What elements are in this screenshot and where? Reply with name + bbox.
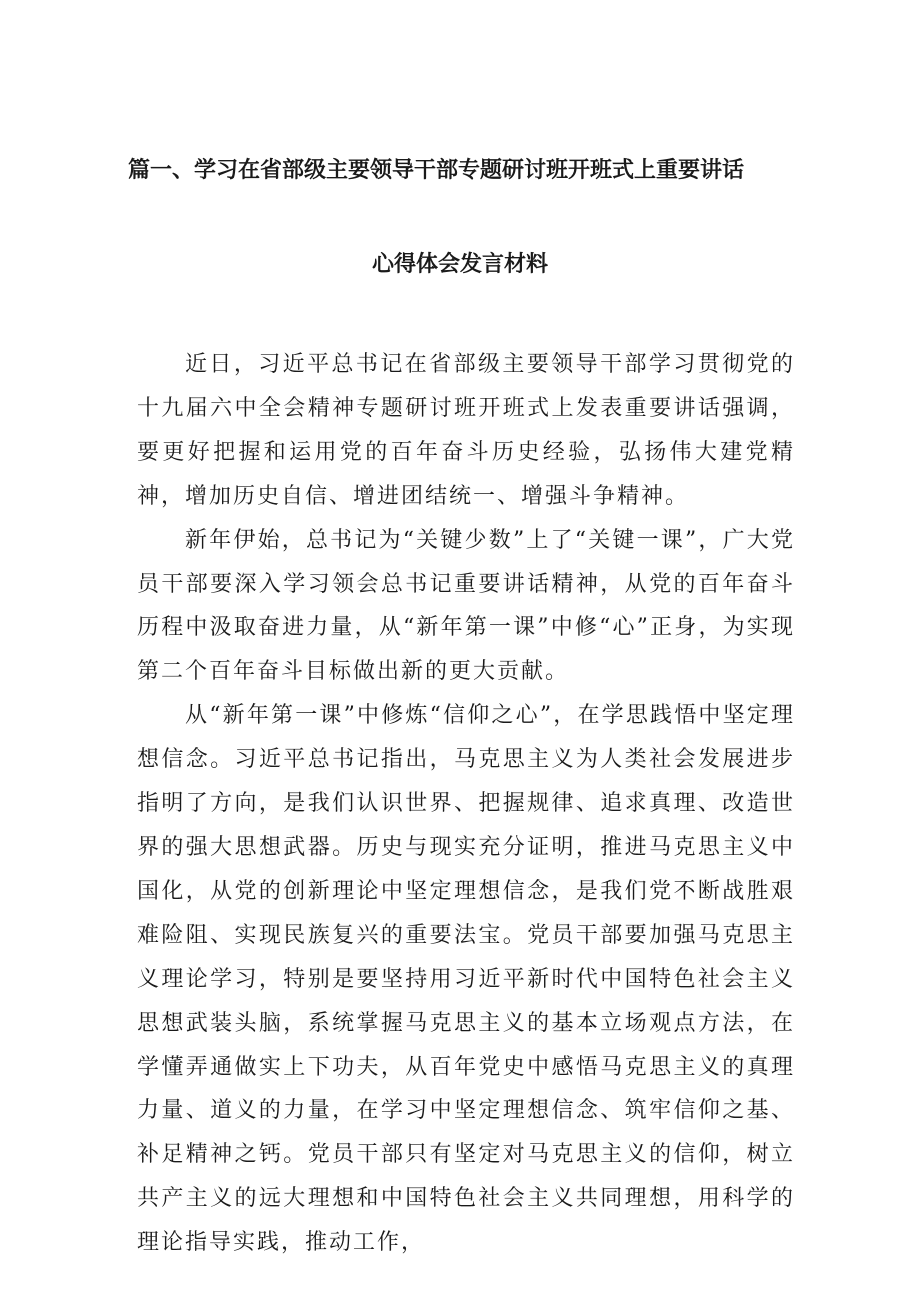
document-title-line-1: 篇一、学习在省部级主要领导干部专题研讨班开班式上重要讲话 [127, 158, 744, 183]
document-body [137, 343, 795, 1265]
document-title-line-2: 心得体会发言材料 [371, 252, 548, 277]
paragraph-1: 近日，习近平总书记在省部级主要领导干部学习贯彻党的十九届六中全会精神专题研讨班开班式上发表重要讲话强调，要更好把握和运用党的百年奋斗历史经验，弘扬伟大建党精神，增加历史自信、增进团结统一、增强斗争精神。 [137, 352, 795, 509]
paragraph-2: 新年伊始，总书记为“关键少数”上了“关键一课”，广大党员干部要深入学习领会总书记重要讲话精神，从党的百年奋斗历程中汲取奋进力量，从“新年第一课”中修“心”正身，为实现第二个百年奋斗目标做出新的更大贡献。 [137, 527, 795, 685]
paragraph-3: 从“新年第一课”中修炼“信仰之心”，在学思践悟中坚定理想信念。习近平总书记指出，马克思主义为人类社会发展进步指明了方向，是我们认识世界、把握规律、追求真理、改造世界的强大思想武器。历史与现实充分证明，推进马克思主义中国化，从党的创新理论中坚定理想信念，是我们党不断战胜艰难险阻、实现民族复兴的重要法宝。党员干部要加强马克思主义理论学习，特别是要坚持用习近平新时代中国特色社会主义思想武装头脑，系统掌握马克思主义的基本立场观点方法，在学懂弄通做实上下功夫，从百年党史中感悟马克思主义的真理力量、道义的力量，在学习中坚定理想信念、筑牢信仰之基、补足精神之钙。党员干部只有坚定对马克思主义的信仰，树立共产主义的远大理想和中国特色社会主义共同理想，用科学的理论指导实践，推动工作， [137, 703, 795, 1256]
